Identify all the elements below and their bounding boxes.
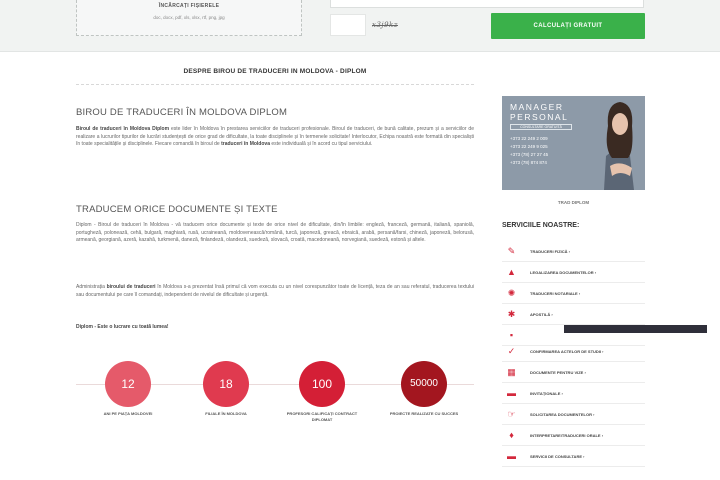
about-heading: DESPRE BIROU DE TRADUCERI IN MOLDOVA - DIPLOM [183, 68, 367, 75]
manager-title [510, 102, 568, 122]
admin-lead: Administrația [76, 284, 105, 290]
upload-allowed-types: doc, docx, pdf, xls, xlsx, rtf, png, jpg [153, 15, 225, 20]
service-label: DOCUMENTE PENTRU VIZE › [530, 370, 586, 375]
stat-professors [282, 361, 362, 422]
stat-label: ANI PE PIAȚA MOLDOVEI [103, 411, 153, 416]
seal-icon: ✺ [507, 288, 516, 298]
bold-bureau-name: Biroul de traduceri în Moldova Diplom [76, 126, 170, 132]
service-item[interactable] [502, 263, 645, 283]
file-upload-dropzone[interactable] [76, 0, 302, 36]
check-icon: ✓ [507, 346, 516, 356]
translate-icon: ✎ [507, 246, 516, 256]
service-label: TRADUCERI NOTARIALE › [530, 291, 581, 296]
stat-branches [186, 361, 266, 417]
stat-label: PROFESORI CALIFICAȚI CONTRACT DIPLOMAT [286, 411, 358, 422]
bureau-text-end: este individuală și în acord cu tipul serviciului. [269, 141, 373, 148]
service-item[interactable] [502, 363, 645, 383]
service-item[interactable] [502, 405, 645, 425]
phone-number[interactable]: +373 22 249 9 025 [510, 144, 548, 149]
stamp-icon: ▲ [507, 267, 516, 277]
stat-label: FILIALE ÎN MOLDOVA [205, 411, 247, 416]
car-icon: ▬ [507, 388, 516, 398]
bold-bureau-link: biroului de traduceri [106, 284, 156, 290]
service-item[interactable] [502, 342, 645, 362]
section-paragraph-admin [76, 284, 474, 299]
service-label: LEGALIZAREA DOCUMENTELOR › [530, 270, 597, 275]
services-title: SERVICIILE NOASTRE: [502, 222, 580, 229]
service-item[interactable] [502, 384, 645, 404]
stat-circle: 12 [105, 361, 151, 407]
request-icon: ☞ [507, 409, 516, 419]
manager-title-line2: PERSONAL [510, 112, 569, 122]
service-label: INVITAȚIONALE › [530, 391, 563, 396]
top-form-strip [0, 0, 720, 52]
redaction-bar [564, 325, 707, 333]
service-item[interactable] [502, 242, 645, 262]
section-paragraph-bureau [76, 126, 474, 149]
captcha-image: x3j9kz [372, 21, 398, 29]
phone-number[interactable]: +373 (78) 27 27 45 [510, 152, 549, 157]
banner-caption: TRAD DIPLOM [557, 200, 590, 205]
stat-projects [384, 361, 464, 417]
manager-subtitle: CONSULTARE GRATUITĂ [510, 124, 572, 130]
service-label: APOSTILĂ › [530, 312, 553, 317]
document-icon: ▪ [509, 330, 514, 340]
service-label: INTERPRETARE/TRADUCERI ORALE › [530, 433, 604, 438]
bold-translations-moldova: traduceri în Moldova [221, 141, 270, 148]
section-paragraph-languages: Diplom - Biroul de traduceri în Moldova - vă traducem orice documente și texte de orice nivel de dificultate, din/în limbile: engleză, franceză, germană, italiană, spaniolă, portugheză, polonează, cehă, bulgară, maghiară, rusă, ucraineană, moldovenească/română, turcă, japoneză, greacă, ebraică, arabă, persană/farsi, chineză, japoneză, belorusă, armeană, georgiană, azeră, kazahă, turkmenă, daneză, finlandeză, olandeză, suedeză, slovacă, croată, macedoneană, norvegiană, suedeză, estonă și altele. [76, 222, 474, 244]
microphone-icon: ♦ [509, 430, 514, 440]
section-title-bureau: BIROU DE TRADUCERI ÎN MOLDOVA DIPLOM [76, 107, 288, 118]
phone-number[interactable]: +373 (78) 874 874 [510, 160, 547, 165]
phone-number[interactable]: +373 22 249 2 009 [510, 136, 548, 141]
service-label: SOLICITAREA DOCUMENTELOR › [530, 412, 595, 417]
admin-text: în Moldova s-a prezentat însă primul că vom executa cu un nivel corespunzător toate de licență, teza de an sau referatul, traducerea textului sau documentului pe care îl comandați, independent de nivelul de dificultate și urgență. [76, 284, 475, 298]
upload-title: ÎNCĂRCAȚI FIȘIERELE [158, 3, 220, 9]
manager-photo [590, 96, 645, 190]
service-label: CONFIRMAREA ACTELOR DE STUDII › [530, 349, 604, 354]
stat-circle: 50000 [401, 361, 447, 407]
service-item[interactable] [502, 284, 645, 304]
stat-circle: 100 [299, 361, 345, 407]
service-item[interactable] [502, 426, 645, 446]
service-label: SERVICII DE CONSULTARE › [530, 454, 585, 459]
service-item[interactable] [502, 447, 645, 467]
tagline: Diplom - Este o lucrare cu toată lumea! [76, 324, 169, 330]
section-title-documents: TRADUCEM ORICE DOCUMENTE ȘI TEXTE [76, 204, 278, 215]
passport-icon: ▦ [507, 367, 516, 377]
ribbon-icon: ✱ [507, 309, 516, 319]
bureau-text: este lider în Moldova în prestarea serviciilor de traduceri profesionale. Biroul de traduceri, de bună calitate, prezum și a serviciilor de realizare a lucrurilor tipurilor de lucrări studențești de orice grad de dificultate, la toate disciplinele și în termenele solicitate! Interlocutor, Echipa noastră este formată din specialiști în toate specialitățile și disciplinele. Fiecare comandă în biroul de [76, 126, 474, 148]
calculate-free-button[interactable]: CALCULAȚI GRATUIT [491, 13, 645, 39]
stat-circle: 18 [203, 361, 249, 407]
captcha-input[interactable] [330, 14, 366, 36]
service-item[interactable] [502, 305, 645, 325]
stat-years [88, 361, 168, 417]
manager-title-line1: MANAGER [510, 102, 564, 112]
manager-banner[interactable] [502, 96, 645, 190]
service-label: TRADUCERI FIZICĂ › [530, 249, 570, 254]
heading-divider [76, 84, 474, 85]
stat-label: PROIECTE REALIZATE CU SUCCES [389, 411, 459, 416]
message-textarea[interactable] [330, 0, 644, 8]
car-icon: ▬ [507, 451, 516, 461]
